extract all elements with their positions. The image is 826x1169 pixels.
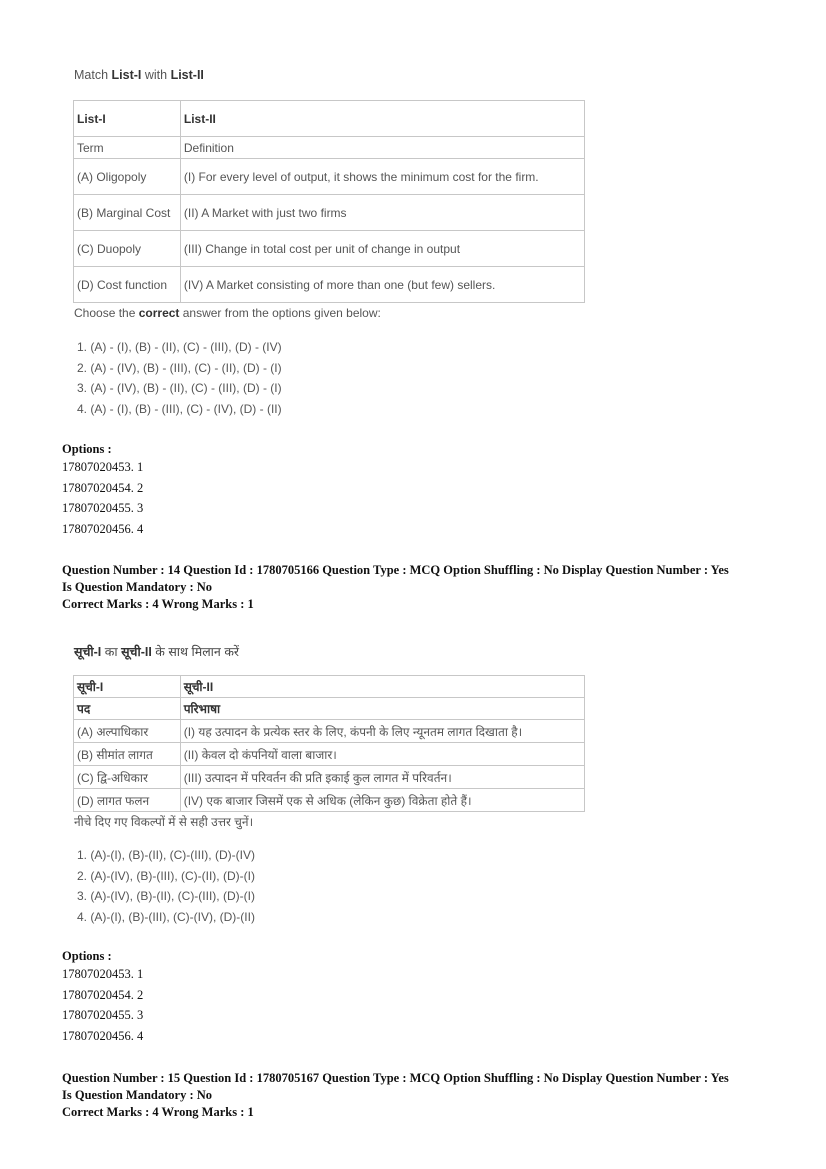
q13-options-label: Options : [62, 442, 112, 456]
q14-meta-line3: Correct Marks : 4 Wrong Marks : 1 [62, 597, 254, 611]
list-item: 3. (A)-(IV), (B)-(II), (C)-(III), (D)-(I) [77, 889, 255, 903]
option-id: 17807020453. 1 [62, 967, 144, 981]
table-row [74, 743, 585, 766]
q13-header-list1: List-I [74, 101, 181, 137]
q13-instruction: Match List-I with List-II [74, 68, 204, 82]
list-item: 2. (A) - (IV), (B) - (III), (C) - (II), (D) - (I) [77, 360, 282, 375]
list-item: 4. (A)-(I), (B)-(III), (C)-(IV), (D)-(II) [77, 909, 255, 924]
term-cell: (B) Marginal Cost [74, 195, 181, 231]
option-id: 17807020455. 3 [62, 501, 144, 515]
table-row [74, 789, 585, 812]
table-row [74, 231, 585, 267]
q14-option-ids [62, 964, 143, 1046]
definition-cell: (I) For every level of output, it shows the minimum cost for the firm. [180, 159, 584, 195]
term-cell: (D) लागत फलन [74, 789, 181, 812]
option-id: 17807020456. 4 [62, 1028, 144, 1043]
option-id: 17807020453. 1 [62, 460, 144, 474]
option-id: 17807020456. 4 [62, 521, 144, 536]
term-cell: (D) Cost function [74, 267, 181, 303]
q14-header-list1: सूची-I [74, 676, 181, 698]
q14-meta [62, 562, 729, 613]
q13-subheader-definition: Definition [180, 137, 584, 159]
table-row [74, 159, 585, 195]
q14-choose-instruction: नीचे दिए गए विकल्पों में से सही उत्तर चुनें। [74, 815, 254, 829]
q14-header-list2: सूची-II [180, 676, 584, 698]
definition-cell: (II) केवल दो कंपनियों वाला बाजार। [180, 743, 584, 766]
q14-subheader-definition: परिभाषा [180, 698, 584, 720]
option-id: 17807020454. 2 [62, 480, 144, 495]
q14-match-table [73, 675, 585, 812]
table-row [74, 720, 585, 743]
term-cell: (C) Duopoly [74, 231, 181, 267]
q14-subheader-term: पद [74, 698, 181, 720]
q14-meta-line1: Question Number : 14 Question Id : 1780705166 Question Type : MCQ Option Shuffling : No Display Question Number : Yes [62, 563, 729, 577]
definition-cell: (I) यह उत्पादन के प्रत्येक स्तर के लिए, कंपनी के लिए न्यूनतम लागत दिखाता है। [180, 720, 584, 743]
term-cell: (B) सीमांत लागत [74, 743, 181, 766]
option-id: 17807020454. 2 [62, 987, 144, 1002]
q14-instruction: सूची-I का सूची-II के साथ मिलान करें [74, 645, 240, 659]
definition-cell: (III) उत्पादन में परिवर्तन की प्रति इकाई कुल लागत में परिवर्तन। [180, 766, 584, 789]
q15-meta [62, 1070, 729, 1121]
q15-meta-line2: Is Question Mandatory : No [62, 1088, 213, 1102]
list-item: 1. (A)-(I), (B)-(II), (C)-(III), (D)-(IV) [77, 848, 255, 862]
definition-cell: (III) Change in total cost per unit of change in output [180, 231, 584, 267]
table-row [74, 766, 585, 789]
q15-meta-line3: Correct Marks : 4 Wrong Marks : 1 [62, 1105, 254, 1119]
q15-meta-line1: Question Number : 15 Question Id : 1780705167 Question Type : MCQ Option Shuffling : No Display Question Number : Yes [62, 1071, 729, 1085]
q13-match-table [73, 100, 585, 303]
term-cell: (C) द्वि-अधिकार [74, 766, 181, 789]
table-row [74, 267, 585, 303]
q13-subheader-term: Term [74, 137, 181, 159]
option-id: 17807020455. 3 [62, 1008, 144, 1022]
list-item: 4. (A) - (I), (B) - (III), (C) - (IV), (D) - (II) [77, 401, 282, 416]
q13-header-list2: List-II [180, 101, 584, 137]
term-cell: (A) Oligopoly [74, 159, 181, 195]
q14-answer-choices [77, 845, 255, 927]
table-row [74, 195, 585, 231]
list-item: 3. (A) - (IV), (B) - (II), (C) - (III), (D) - (I) [77, 381, 282, 395]
q14-meta-line2: Is Question Mandatory : No [62, 580, 213, 594]
list-item: 1. (A) - (I), (B) - (II), (C) - (III), (D) - (IV) [77, 340, 282, 354]
definition-cell: (IV) A Market consisting of more than one (but few) sellers. [180, 267, 584, 303]
q13-answer-choices [77, 337, 282, 419]
q13-option-ids [62, 457, 143, 539]
q14-options-label: Options : [62, 949, 112, 963]
term-cell: (A) अल्पाधिकार [74, 720, 181, 743]
list-item: 2. (A)-(IV), (B)-(III), (C)-(II), (D)-(I) [77, 868, 255, 883]
definition-cell: (II) A Market with just two firms [180, 195, 584, 231]
definition-cell: (IV) एक बाजार जिसमें एक से अधिक (लेकिन कुछ) विक्रेता होते हैं। [180, 789, 584, 812]
q13-choose-instruction: Choose the correct answer from the options given below: [74, 306, 381, 320]
